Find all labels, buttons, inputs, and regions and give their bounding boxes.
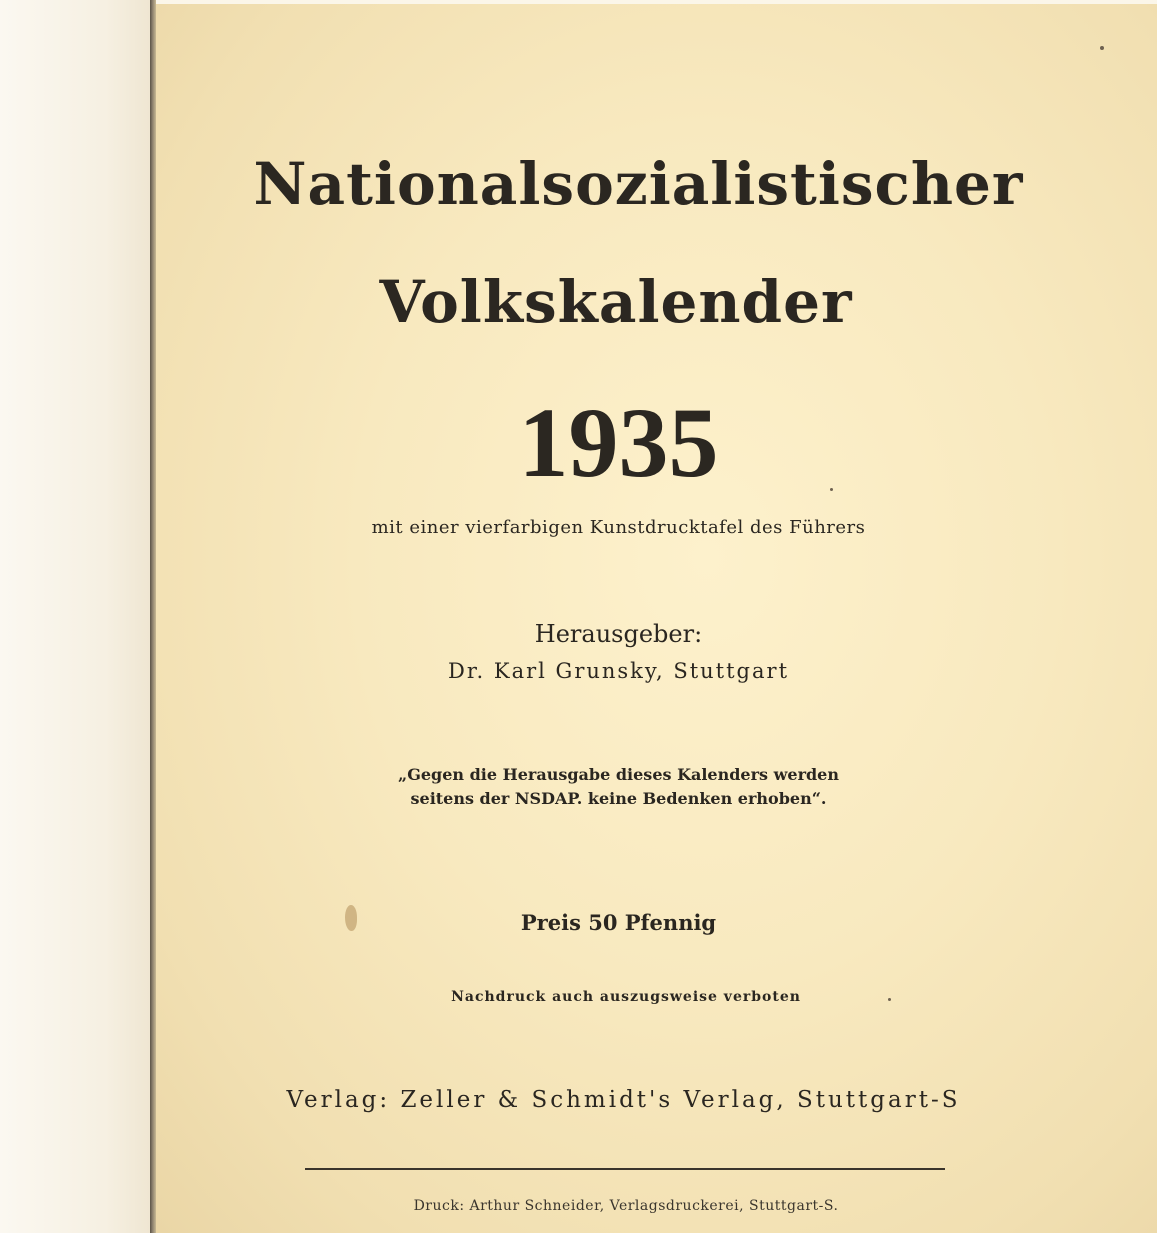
copyright-notice: Nachdruck auch auszugsweise verboten: [451, 989, 801, 1005]
notice-line-2: seitens der NSDAP. keine Bedenken erhoben“.: [410, 789, 827, 808]
title-year: 1935: [518, 387, 719, 498]
price: Preis 50 Pfennig: [520, 910, 717, 935]
divider-rule: [305, 1168, 945, 1170]
notice: [0, 763, 1157, 811]
editor-name: Dr. Karl Grunsky, Stuttgart: [447, 659, 790, 683]
editor-label: Herausgeber:: [534, 620, 703, 648]
paper-speck: [1100, 46, 1104, 50]
title-line-2: Volkskalender: [379, 268, 853, 336]
title-line-1: Nationalsozialistischer: [253, 150, 1024, 218]
printer: Druck: Arthur Schneider, Verlagsdruckerei, Stuttgart-S.: [413, 1198, 839, 1214]
publisher: Verlag: Zeller & Schmidt's Verlag, Stuttgart-S: [286, 1087, 961, 1113]
notice-line-1: „Gegen die Herausgabe dieses Kalenders werden: [398, 765, 839, 784]
subtitle: mit einer vierfarbigen Kunstdrucktafel des Führers: [371, 517, 866, 538]
